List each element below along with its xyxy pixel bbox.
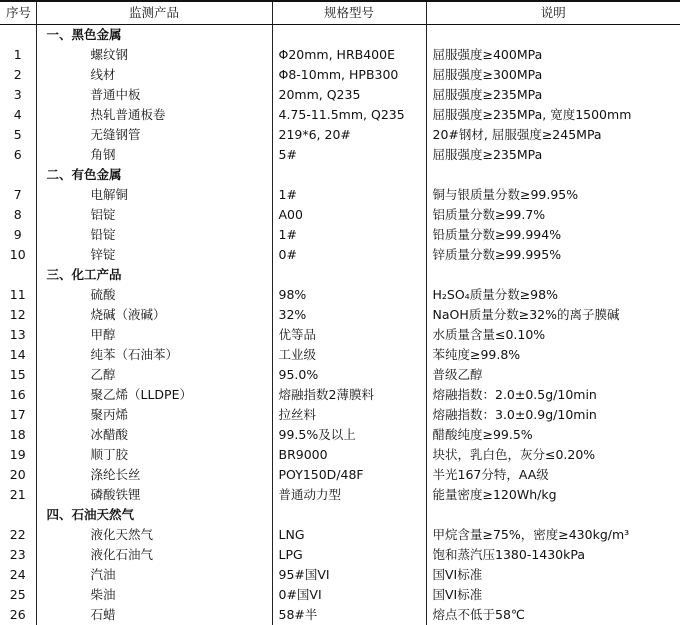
header-index: 序号 xyxy=(0,1,36,25)
table-row xyxy=(0,205,680,225)
row-note: 饱和蒸汽压1380-1430kPa xyxy=(426,545,680,565)
row-note: 铅质量分数≥99.994% xyxy=(426,225,680,245)
header-spec: 规格型号 xyxy=(272,1,426,25)
table-row xyxy=(0,405,680,425)
row-spec: 1# xyxy=(272,185,426,205)
table-row xyxy=(0,425,680,445)
row-spec: 98% xyxy=(272,285,426,305)
row-spec: 优等品 xyxy=(272,325,426,345)
row-index: 1 xyxy=(0,45,36,65)
row-product: 螺纹钢 xyxy=(36,45,272,65)
row-note: 屈服强度≥235MPa xyxy=(426,145,680,165)
table-row xyxy=(0,85,680,105)
row-note: 水质量含量≤0.10% xyxy=(426,325,680,345)
row-spec: Φ20mm, HRB400E xyxy=(272,45,426,65)
row-spec: 99.5%及以上 xyxy=(272,425,426,445)
row-index: 5 xyxy=(0,125,36,145)
row-product: 磷酸铁锂 xyxy=(36,485,272,505)
row-index: 18 xyxy=(0,425,36,445)
row-product: 铅锭 xyxy=(36,225,272,245)
row-spec: LPG xyxy=(272,545,426,565)
row-product: 柴油 xyxy=(36,585,272,605)
row-product: 铝锭 xyxy=(36,205,272,225)
row-index: 4 xyxy=(0,105,36,125)
section-title: 四、石油天然气 xyxy=(36,505,272,525)
table-row xyxy=(0,45,680,65)
row-product: 热轧普通板卷 xyxy=(36,105,272,125)
row-note: 铝质量分数≥99.7% xyxy=(426,205,680,225)
row-note: 熔点不低于58℃ xyxy=(426,605,680,625)
row-spec: 0# xyxy=(272,245,426,265)
table-row xyxy=(0,125,680,145)
row-product: 聚丙烯 xyxy=(36,405,272,425)
row-index: 9 xyxy=(0,225,36,245)
row-index: 12 xyxy=(0,305,36,325)
row-product: 顺丁胶 xyxy=(36,445,272,465)
table-row xyxy=(0,465,680,485)
row-index: 17 xyxy=(0,405,36,425)
row-note: 甲烷含量≥75%，密度≥430kg/m³ xyxy=(426,525,680,545)
row-note: 普级乙醇 xyxy=(426,365,680,385)
row-index: 2 xyxy=(0,65,36,85)
row-product: 电解铜 xyxy=(36,185,272,205)
row-product: 聚乙烯（LLDPE） xyxy=(36,385,272,405)
row-product: 硫酸 xyxy=(36,285,272,305)
row-spec: 95.0% xyxy=(272,365,426,385)
row-spec: 32% xyxy=(272,305,426,325)
section-spec-cell xyxy=(272,505,426,525)
row-product: 冰醋酸 xyxy=(36,425,272,445)
table-row xyxy=(0,565,680,585)
section-spec-cell xyxy=(272,25,426,46)
table-body xyxy=(0,25,680,625)
row-product: 液化石油气 xyxy=(36,545,272,565)
row-note: 醋酸纯度≥99.5% xyxy=(426,425,680,445)
row-spec: A00 xyxy=(272,205,426,225)
section-index-cell xyxy=(0,265,36,285)
table-row xyxy=(0,65,680,85)
row-spec: POY150D/48F xyxy=(272,465,426,485)
row-index: 10 xyxy=(0,245,36,265)
row-index: 26 xyxy=(0,605,36,625)
row-note: 块状，乳白色，灰分≤0.20% xyxy=(426,445,680,465)
row-spec: LNG xyxy=(272,525,426,545)
header-row xyxy=(0,1,680,25)
table-row xyxy=(0,285,680,305)
table-row xyxy=(0,325,680,345)
row-note: 苯纯度≥99.8% xyxy=(426,345,680,365)
row-note: 铜与银质量分数≥99.95% xyxy=(426,185,680,205)
row-note: 屈服强度≥300MPa xyxy=(426,65,680,85)
row-product: 烧碱（液碱） xyxy=(36,305,272,325)
table-row xyxy=(0,445,680,465)
row-index: 13 xyxy=(0,325,36,345)
row-spec: 5# xyxy=(272,145,426,165)
section-row xyxy=(0,265,680,285)
row-spec: 4.75-11.5mm, Q235 xyxy=(272,105,426,125)
row-note: H₂SO₄质量分数≥98% xyxy=(426,285,680,305)
row-note: NaOH质量分数≥32%的离子膜碱 xyxy=(426,305,680,325)
row-index: 7 xyxy=(0,185,36,205)
row-index: 16 xyxy=(0,385,36,405)
section-title: 一、黑色金属 xyxy=(36,25,272,46)
table-row xyxy=(0,605,680,625)
row-index: 25 xyxy=(0,585,36,605)
row-note: 屈服强度≥235MPa xyxy=(426,85,680,105)
row-note: 屈服强度≥400MPa xyxy=(426,45,680,65)
section-note-cell xyxy=(426,265,680,285)
row-product: 纯苯（石油苯） xyxy=(36,345,272,365)
row-spec: Φ8-10mm, HPB300 xyxy=(272,65,426,85)
row-index: 6 xyxy=(0,145,36,165)
table-row xyxy=(0,585,680,605)
table-row xyxy=(0,485,680,505)
section-note-cell xyxy=(426,25,680,46)
row-spec: 58#半 xyxy=(272,605,426,625)
row-product: 锌锭 xyxy=(36,245,272,265)
section-note-cell xyxy=(426,505,680,525)
table-row xyxy=(0,525,680,545)
row-note: 能量密度≥120Wh/kg xyxy=(426,485,680,505)
table-row xyxy=(0,345,680,365)
row-product: 线材 xyxy=(36,65,272,85)
table-row xyxy=(0,385,680,405)
header-note: 说明 xyxy=(426,1,680,25)
row-spec: 0#国VI xyxy=(272,585,426,605)
section-spec-cell xyxy=(272,265,426,285)
section-note-cell xyxy=(426,165,680,185)
row-product: 汽油 xyxy=(36,565,272,585)
row-index: 19 xyxy=(0,445,36,465)
row-product: 无缝钢管 xyxy=(36,125,272,145)
row-index: 8 xyxy=(0,205,36,225)
section-title: 二、有色金属 xyxy=(36,165,272,185)
row-product: 甲醇 xyxy=(36,325,272,345)
section-title: 三、化工产品 xyxy=(36,265,272,285)
row-note: 20#钢材, 屈服强度≥245MPa xyxy=(426,125,680,145)
row-spec: 熔融指数2薄膜料 xyxy=(272,385,426,405)
row-spec: 20mm, Q235 xyxy=(272,85,426,105)
row-spec: BR9000 xyxy=(272,445,426,465)
row-product: 角钢 xyxy=(36,145,272,165)
row-note: 熔融指数：2.0±0.5g/10min xyxy=(426,385,680,405)
row-index: 21 xyxy=(0,485,36,505)
row-note: 国VI标准 xyxy=(426,565,680,585)
section-index-cell xyxy=(0,165,36,185)
row-index: 24 xyxy=(0,565,36,585)
row-note: 熔融指数：3.0±0.9g/10min xyxy=(426,405,680,425)
section-row xyxy=(0,25,680,46)
row-index: 15 xyxy=(0,365,36,385)
row-note: 锌质量分数≥99.995% xyxy=(426,245,680,265)
row-spec: 95#国VI xyxy=(272,565,426,585)
row-index: 22 xyxy=(0,525,36,545)
row-product: 石蜡 xyxy=(36,605,272,625)
row-spec: 普通动力型 xyxy=(272,485,426,505)
section-index-cell xyxy=(0,25,36,46)
row-spec: 219*6, 20# xyxy=(272,125,426,145)
row-note: 国VI标准 xyxy=(426,585,680,605)
table-row xyxy=(0,145,680,165)
row-index: 11 xyxy=(0,285,36,305)
section-row xyxy=(0,165,680,185)
row-note: 屈服强度≥235MPa, 宽度1500mm xyxy=(426,105,680,125)
row-spec: 拉丝料 xyxy=(272,405,426,425)
row-index: 14 xyxy=(0,345,36,365)
row-note: 半光167分特，AA级 xyxy=(426,465,680,485)
row-product: 涤纶长丝 xyxy=(36,465,272,485)
table-row xyxy=(0,105,680,125)
table-row xyxy=(0,225,680,245)
section-spec-cell xyxy=(272,165,426,185)
section-index-cell xyxy=(0,505,36,525)
row-spec: 工业级 xyxy=(272,345,426,365)
header-product: 监测产品 xyxy=(36,1,272,25)
row-product: 乙醇 xyxy=(36,365,272,385)
row-product: 普通中板 xyxy=(36,85,272,105)
row-product: 液化天然气 xyxy=(36,525,272,545)
row-index: 3 xyxy=(0,85,36,105)
table-row xyxy=(0,305,680,325)
row-index: 23 xyxy=(0,545,36,565)
table-row xyxy=(0,245,680,265)
section-row xyxy=(0,505,680,525)
table-row xyxy=(0,365,680,385)
row-spec: 1# xyxy=(272,225,426,245)
table-row xyxy=(0,545,680,565)
table-row xyxy=(0,185,680,205)
row-index: 20 xyxy=(0,465,36,485)
